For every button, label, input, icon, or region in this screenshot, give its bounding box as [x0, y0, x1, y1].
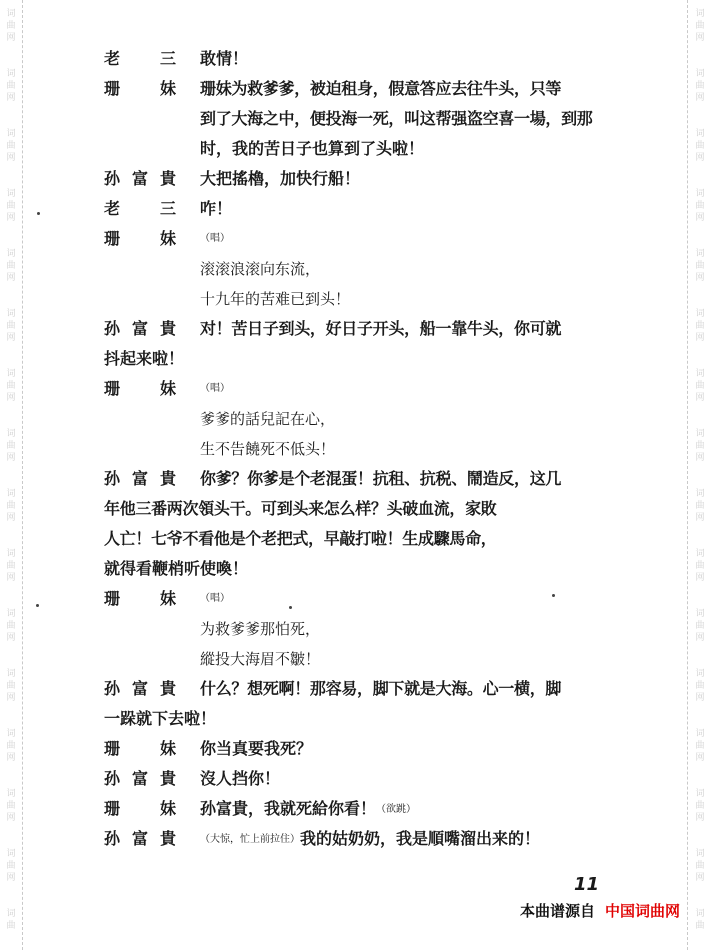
dialogue-text: 就得看鞭梢听使喚！: [104, 559, 249, 578]
dialogue-line: 孙 富 貴 你爹？你爹是个老混蛋！抗租、抗税、鬧造反，这几: [104, 464, 620, 494]
watermark: 词 曲 网: [695, 189, 705, 223]
watermark: 词 曲 网: [695, 249, 705, 283]
song-text: 十九年的苦难已到头！: [200, 290, 351, 308]
watermark: 词 曲 网: [6, 369, 16, 403]
dialogue-text: 对！苦日子到头，好日子开头，船一靠牛头，你可就: [200, 319, 562, 338]
watermark: 词 曲 网: [6, 309, 16, 343]
watermark: 词 曲 网: [6, 69, 16, 103]
dialogue-line: 珊 妹 （唱）: [104, 374, 620, 404]
dialogue-line: 孙 富 貴 什么？想死啊！那容易，脚下就是大海。心一横，脚: [104, 674, 620, 704]
watermark: 词 曲 网: [6, 789, 16, 823]
dialogue-line: 珊 妹 孙富貴，我就死給你看！（欲跳）: [104, 794, 620, 824]
song-line: [104, 434, 620, 464]
dialogue-text: 你爹？你爹是个老混蛋！抗租、抗税、鬧造反，这几: [200, 469, 562, 488]
song-text: 縱投大海眉不皺！: [200, 650, 321, 668]
left-watermark-strip: [0, 0, 23, 950]
watermark: 词 曲 网: [6, 189, 16, 223]
song-line: [104, 644, 620, 674]
stage-direction: （大惊，忙上前拉住）: [200, 834, 300, 845]
stage-direction: （唱）: [200, 593, 230, 604]
dialogue-line: 孙 富 貴 对！苦日子到头，好日子开头，船一靠牛头，你可就: [104, 314, 620, 344]
dialogue-continuation: [104, 344, 620, 374]
watermark: 词 曲 网: [6, 129, 16, 163]
dialogue-line: 孙 富 貴 沒人挡你！: [104, 764, 620, 794]
site-name-link[interactable]: 中国词曲网: [604, 902, 680, 920]
dialogue-line: 老 三 敢情！: [104, 44, 620, 74]
song-text: 为救爹爹那怕死，: [200, 620, 321, 638]
watermark: 词 曲 网: [6, 609, 16, 643]
dialogue-line: 珊 妹 珊妹为救爹爹，被迫租身，假意答应去往牛头，只等: [104, 74, 620, 104]
dialogue-continuation: [104, 104, 620, 134]
song-text: 滚滚浪滚向东流，: [200, 260, 321, 278]
dialogue-line: 珊 妹 （唱）: [104, 584, 620, 614]
watermark: 词 曲 网: [695, 669, 705, 703]
scan-speck: [37, 212, 40, 215]
watermark: 词 曲: [695, 909, 705, 931]
watermark: 词 曲 网: [695, 849, 705, 883]
dialogue-text: 敢情！: [200, 49, 249, 68]
page-number: 11: [574, 874, 600, 895]
dialogue-continuation: [104, 524, 620, 554]
dialogue-line: 珊 妹 你当真要我死？: [104, 734, 620, 764]
dialogue-text: 什么？想死啊！那容易，脚下就是大海。心一横，脚: [200, 679, 562, 698]
watermark: 词 曲 网: [6, 669, 16, 703]
dialogue-text: 大把搖櫓，加快行船！: [200, 169, 361, 188]
watermark: 词 曲 网: [6, 849, 16, 883]
watermark: 词 曲 网: [695, 789, 705, 823]
watermark: 词 曲 网: [6, 489, 16, 523]
watermark: 词 曲 网: [6, 549, 16, 583]
dialogue-text: 一跺就下去啦！: [104, 709, 217, 728]
watermark: 词 曲 网: [695, 729, 705, 763]
dialogue-text: 珊妹为救爹爹，被迫租身，假意答应去往牛头，只等: [200, 79, 562, 98]
stage-direction: （唱）: [200, 233, 230, 244]
watermark: 词 曲: [6, 909, 16, 931]
stage-direction: （唱）: [200, 383, 230, 394]
dialogue-continuation: [104, 494, 620, 524]
script-body: [104, 44, 620, 854]
dialogue-line: 孙 富 貴 大把搖櫓，加快行船！: [104, 164, 620, 194]
dialogue-continuation: [104, 704, 620, 734]
watermark: 词 曲 网: [695, 489, 705, 523]
song-text: 爹爹的話兒記在心，: [200, 410, 336, 428]
dialogue-text: 你当真要我死？: [200, 739, 313, 758]
watermark: 词 曲 网: [6, 249, 16, 283]
song-text: 生不告饒死不低头！: [200, 440, 336, 458]
dialogue-text: 时，我的苦日子也算到了头啦！: [200, 139, 425, 158]
stage-direction: （欲跳）: [376, 804, 417, 815]
dialogue-text: 孙富貴，我就死給你看！（欲跳）: [200, 799, 417, 818]
dialogue-continuation: [104, 554, 620, 584]
watermark: 词 曲 网: [695, 9, 705, 43]
dialogue-text: （大惊，忙上前拉住）我的姑奶奶，我是順嘴溜出来的！: [200, 829, 541, 848]
right-watermark-strip: [687, 0, 710, 950]
watermark: 词 曲 网: [695, 609, 705, 643]
watermark: 词 曲 网: [695, 69, 705, 103]
source-label: 本曲谱源自: [519, 902, 595, 920]
dialogue-line: 老 三 咋！: [104, 194, 620, 224]
watermark: 词 曲 网: [695, 129, 705, 163]
watermark: 词 曲 网: [695, 369, 705, 403]
watermark: 词 曲 网: [695, 549, 705, 583]
dialogue-text: 年他三番两次領头干。可到头来怎么样？头破血流，家敗: [104, 499, 497, 518]
watermark: 词 曲 网: [6, 9, 16, 43]
dialogue-text: 到了大海之中，便投海一死，叫这帮强盗空喜一場，到那: [200, 109, 593, 128]
dialogue-continuation: [104, 134, 620, 164]
dialogue-line: 珊 妹 （唱）: [104, 224, 620, 254]
watermark: 词 曲 网: [6, 729, 16, 763]
song-line: [104, 254, 620, 284]
dialogue-text: 人亡！七爷不看他是个老把式，早敲打啦！生成驟馬命，: [104, 529, 497, 548]
dialogue-text: 抖起来啦！: [104, 349, 185, 368]
watermark: 词 曲 网: [695, 429, 705, 463]
watermark: 词 曲 网: [695, 309, 705, 343]
dialogue-text: 咋！: [200, 199, 233, 218]
watermark: 词 曲 网: [6, 429, 16, 463]
song-line: [104, 284, 620, 314]
scan-speck: [36, 604, 39, 607]
dialogue-line: 孙 富 貴 （大惊，忙上前拉住）我的姑奶奶，我是順嘴溜出来的！: [104, 824, 620, 854]
source-footer: [520, 900, 680, 921]
song-line: [104, 404, 620, 434]
song-line: [104, 614, 620, 644]
dialogue-text: 沒人挡你！: [200, 769, 281, 788]
